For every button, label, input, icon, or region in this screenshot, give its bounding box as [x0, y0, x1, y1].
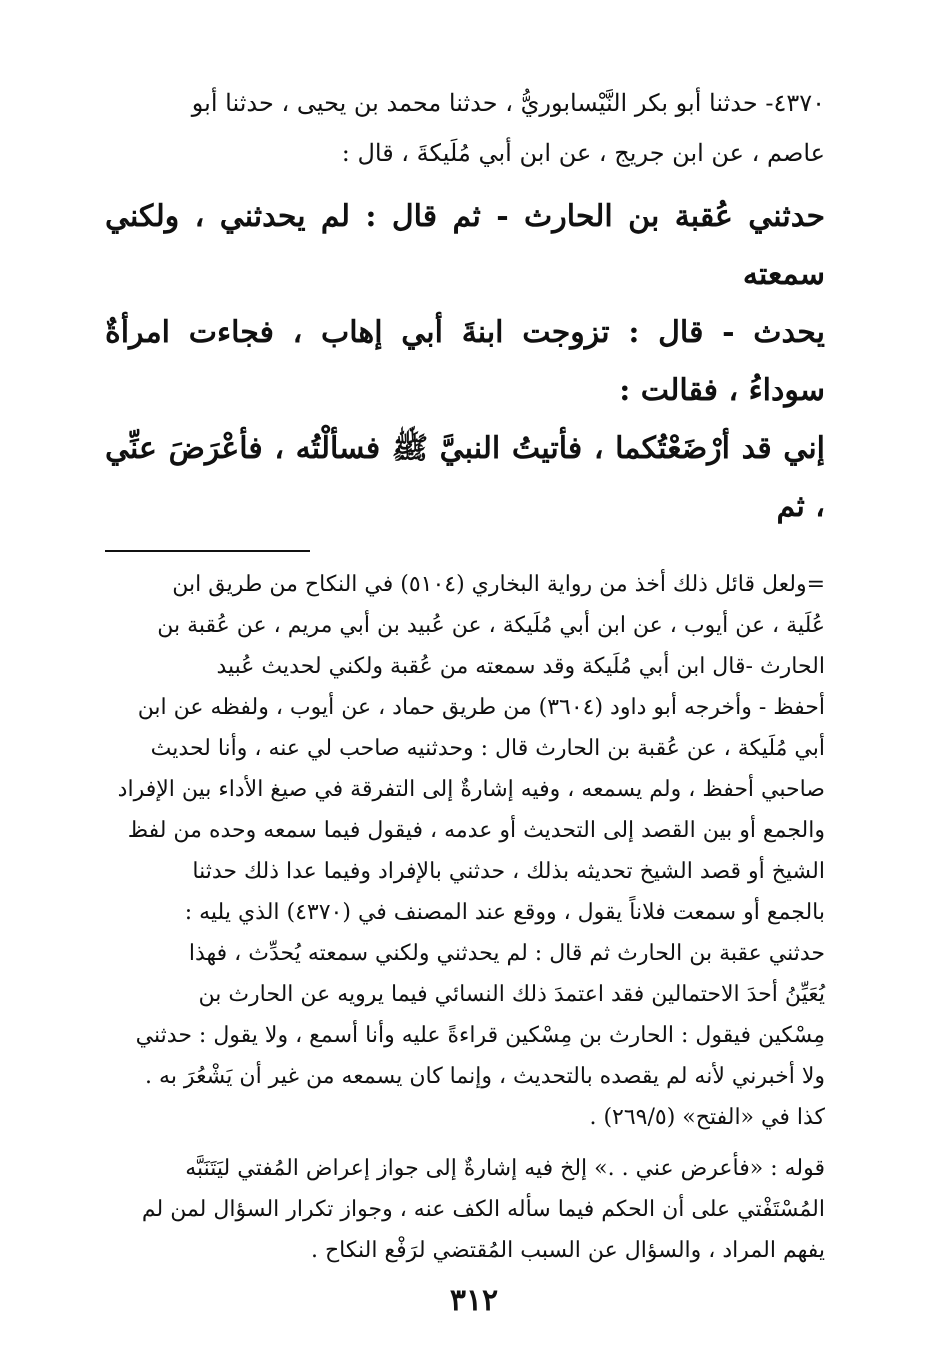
matn-line-3: إني قد أرْضَعْتُكما ، فأتيتُ النبيَّ ﷺ فسألْتُه ، فأعْرَضَ عنِّي ، ثم — [105, 431, 825, 524]
matn-line-1: حدثني عُقبة بن الحارث - ثم قال : لم يحدثني ، ولكني سمعته — [105, 199, 825, 292]
hadith-matn — [105, 188, 825, 536]
footnote-line: بالجمع أو سمعت فلاناً يقول ، ووقع عند المصنف في (٤٣٧٠) الذي يليه : — [184, 900, 825, 925]
footnote-line: صاحبي أحفظ ، ولم يسمعه ، وفيه إشارةٌ إلى التفرقة في صيغ الأداء بين الإفراد — [117, 777, 825, 802]
footnote-line: المُسْتَفْتي على أن الحكم فيما سأله الكف عنه ، وجواز تكرار السؤال لمن لم — [141, 1197, 825, 1222]
page-number: ٣١٢ — [449, 1283, 499, 1318]
footnote-line: عُلَية ، عن أيوب ، عن ابن أبي مُلَيكة ، عن عُبيد بن أبي مريم ، عن عُقبة بن — [157, 613, 825, 638]
page-content — [105, 78, 825, 1271]
isnad-line-2: عاصم ، عن ابن جريج ، عن ابن أبي مُلَيكةَ ، قال : — [341, 139, 825, 167]
footnote-line: الشيخ أو قصد الشيخ تحديثه بذلك ، حدثني بالإفراد وفيما عدا ذلك حدثنا — [192, 859, 825, 884]
footnote-paragraph-1 — [105, 564, 825, 1138]
footnote-line: حدثني عقبة بن الحارث ثم قال : لم يحدثني ولكني سمعته يُحدِّث ، فهذا — [188, 941, 825, 966]
footnote-line: قوله : «فأعرض عني . .» إلخ فيه إشارةٌ إلى جواز إعراض المُفتي ليَتَنَبَّه — [185, 1156, 825, 1181]
footnote-line: أبي مُلَيكة ، عن عُقبة بن الحارث قال : وحدثنيه صاحب لي عنه ، وأنا لحديث — [150, 736, 825, 761]
footnote-paragraph-2 — [105, 1148, 825, 1271]
footnote-line: =ولعل قائل ذلك أخذ من رواية البخاري (٥١٠٤) في النكاح من طريق ابن — [172, 572, 825, 597]
footnote-divider — [105, 550, 310, 552]
footnote-line: مِسْكين فيقول : الحارث بن مِسْكين قراءةً عليه وأنا أسمع ، ولا يقول : حدثني — [135, 1023, 825, 1048]
matn-line-2: يحدث - قال : تزوجت ابنةَ أبي إهاب ، فجاءت امرأةٌ سوداءُ ، فقالت : — [105, 315, 825, 408]
footnote-line: يفهم المراد ، والسؤال عن السبب المُقتضي لرَفْع النكاح . — [310, 1238, 825, 1263]
hadith-isnad — [105, 78, 825, 178]
footnote-line: ولا أخبرني لأنه لم يقصده بالتحديث ، وإنما كان يسمعه من غير أن يَشْعُرَ به . — [145, 1064, 825, 1089]
isnad-line-1: ٤٣٧٠- حدثنا أبو بكر النَّيْسابوريُّ ، حدثنا محمد بن يحيى ، حدثنا أبو — [191, 89, 825, 117]
footnote-line: أحفظ - وأخرجه أبو داود (٣٦٠٤) من طريق حماد ، عن أيوب ، ولفظه عن ابن — [137, 695, 825, 720]
footnote-line: الحارث -قال ابن أبي مُلَيكة وقد سمعته من عُقبة ولكني لحديث عُبيد — [216, 654, 825, 679]
footnote-line: يُعَيِّنُ أحدَ الاحتمالين فقد اعتمدَ ذلك النسائي فيما يرويه عن الحارث بن — [198, 982, 825, 1007]
footnote-line: كذا في «الفتح» (٢٦٩/٥) . — [589, 1105, 825, 1130]
footnote-line: والجمع أو بين القصد إلى التحديث أو عدمه ، فيقول فيما سمعه وحده من لفظ — [127, 818, 825, 843]
